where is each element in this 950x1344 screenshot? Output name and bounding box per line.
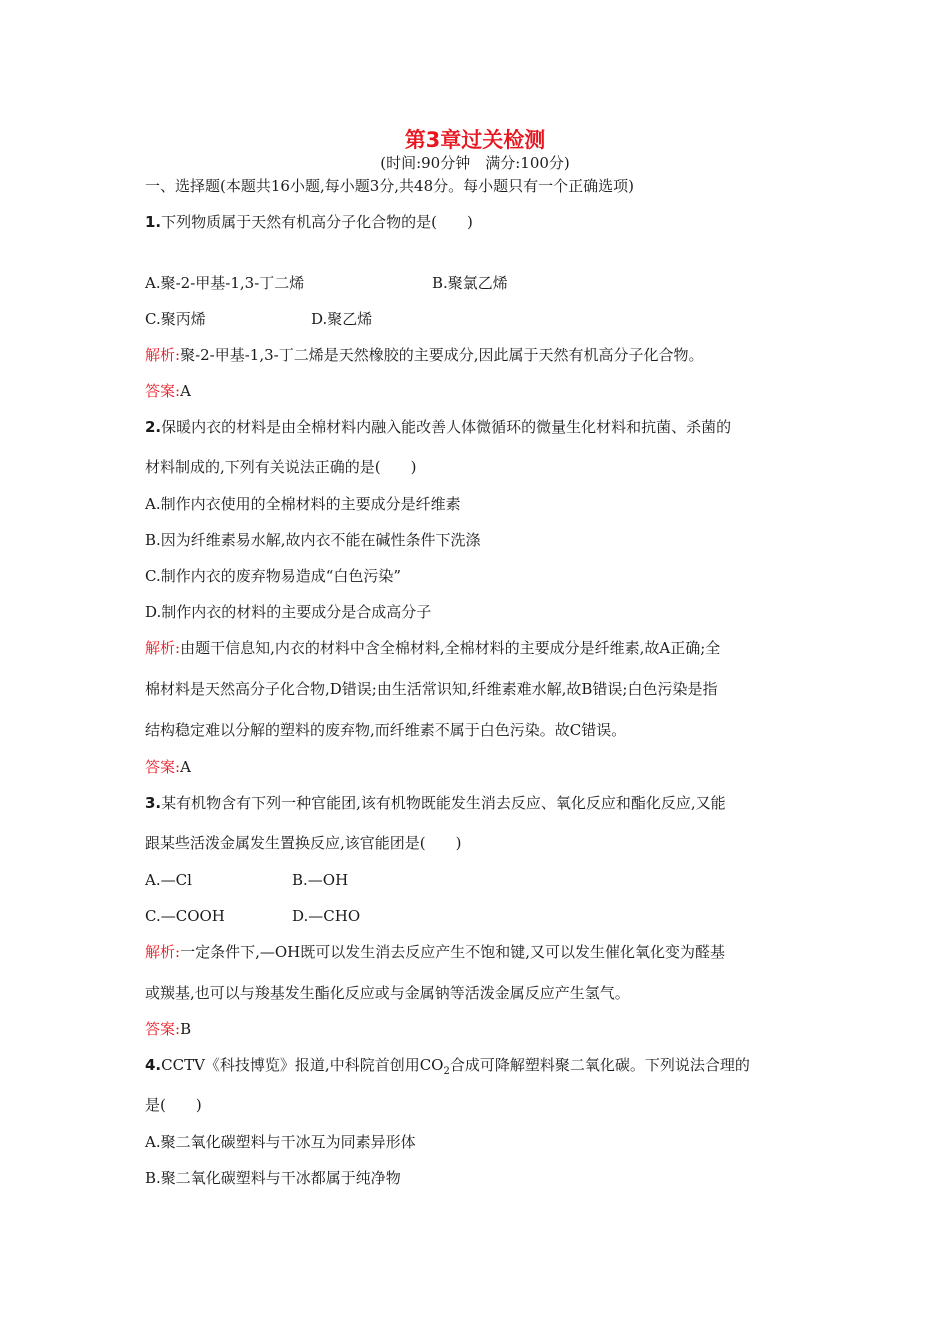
q3-option-a: A.—Cl — [145, 871, 192, 889]
q3-option-c: C.—COOH — [145, 907, 225, 925]
question-3-stem-line-2: 跟某些活泼金属发生置换反应,该官能团是( ) — [145, 834, 462, 852]
q2-answer: 答案:A — [145, 758, 191, 776]
answer-label: 答案: — [145, 1020, 181, 1038]
page-title: 第3章过关检测 — [404, 128, 546, 152]
analysis-label: 解析: — [145, 639, 181, 657]
q2-analysis-line-3: 结构稳定难以分解的塑料的废弃物,而纤维素不属于白色污染。故C错误。 — [145, 721, 627, 739]
question-4-stem-line-2: 是( ) — [145, 1096, 202, 1114]
analysis-label: 解析: — [145, 346, 181, 364]
q1-option-a: A.聚-2-甲基-1,3-丁二烯 — [145, 274, 305, 292]
question-number: 3. — [145, 794, 162, 812]
q1-answer: 答案:A — [145, 382, 191, 400]
q1-analysis: 解析:聚-2-甲基-1,3-丁二烯是天然橡胶的主要成分,因此属于天然有机高分子化合物。 — [145, 346, 704, 364]
answer-label: 答案: — [145, 382, 181, 400]
q3-option-d: D.—CHO — [292, 907, 361, 925]
q1-option-b: B.聚氯乙烯 — [432, 274, 508, 292]
q3-analysis-line-1: 解析:一定条件下,—OH既可以发生消去反应产生不饱和键,又可以发生催化氧化变为醛基 — [145, 943, 725, 961]
q2-option-b: B.因为纤维素易水解,故内衣不能在碱性条件下洗涤 — [145, 531, 481, 549]
question-number: 2. — [145, 418, 162, 436]
q2-option-c: C.制作内衣的废弃物易造成“白色污染” — [145, 567, 402, 585]
q2-option-a: A.制作内衣使用的全棉材料的主要成分是纤维素 — [145, 495, 461, 513]
q2-option-d: D.制作内衣的材料的主要成分是合成高分子 — [145, 603, 432, 621]
question-4-stem-line-1: 4.CCTV《科技博览》报道,中科院首创用$CO_2$合成可降解塑料聚二氧化碳。下列说法合理的 — [145, 1056, 750, 1077]
q3-analysis-line-2: 或羰基,也可以与羧基发生酯化反应或与金属钠等活泼金属反应产生氢气。 — [145, 984, 630, 1002]
question-2-stem-line-1: 2.保暖内衣的材料是由全棉材料内融入能改善人体微循环的微量生化材料和抗菌、杀菌的 — [145, 418, 732, 436]
analysis-label: 解析: — [145, 943, 181, 961]
answer-label: 答案: — [145, 758, 181, 776]
question-3-stem-line-1: 3.某有机物含有下列一种官能团,该有机物既能发生消去反应、氧化反应和酯化反应,又能 — [145, 794, 726, 812]
q2-analysis-line-2: 棉材料是天然高分子化合物,D错误;由生活常识知,纤维素难水解,故B错误;白色污染是指 — [145, 680, 718, 698]
q3-answer: 答案:B — [145, 1020, 192, 1038]
question-2-stem-line-2: 材料制成的,下列有关说法正确的是( ) — [145, 458, 417, 476]
q2-analysis-line-1: 解析:由题干信息知,内衣的材料中含全棉材料,全棉材料的主要成分是纤维素,故A正确;全 — [145, 639, 721, 657]
q4-option-a: A.聚二氧化碳塑料与干冰互为同素异形体 — [145, 1133, 416, 1151]
q3-option-b: B.—OH — [292, 871, 349, 889]
q1-option-c: C.聚丙烯 — [145, 310, 206, 328]
question-number: 1. — [145, 213, 162, 231]
question-1-stem: 1.下列物质属于天然有机高分子化合物的是( ) — [145, 213, 473, 231]
section-heading: 一、选择题(本题共16小题,每小题3分,共48分。每小题只有一个正确选项) — [145, 177, 634, 195]
q1-option-d: D.聚乙烯 — [311, 310, 373, 328]
question-number: 4. — [145, 1056, 162, 1074]
q4-option-b: B.聚二氧化碳塑料与干冰都属于纯净物 — [145, 1169, 401, 1187]
exam-info: (时间:90分钟 满分:100分) — [380, 154, 570, 172]
